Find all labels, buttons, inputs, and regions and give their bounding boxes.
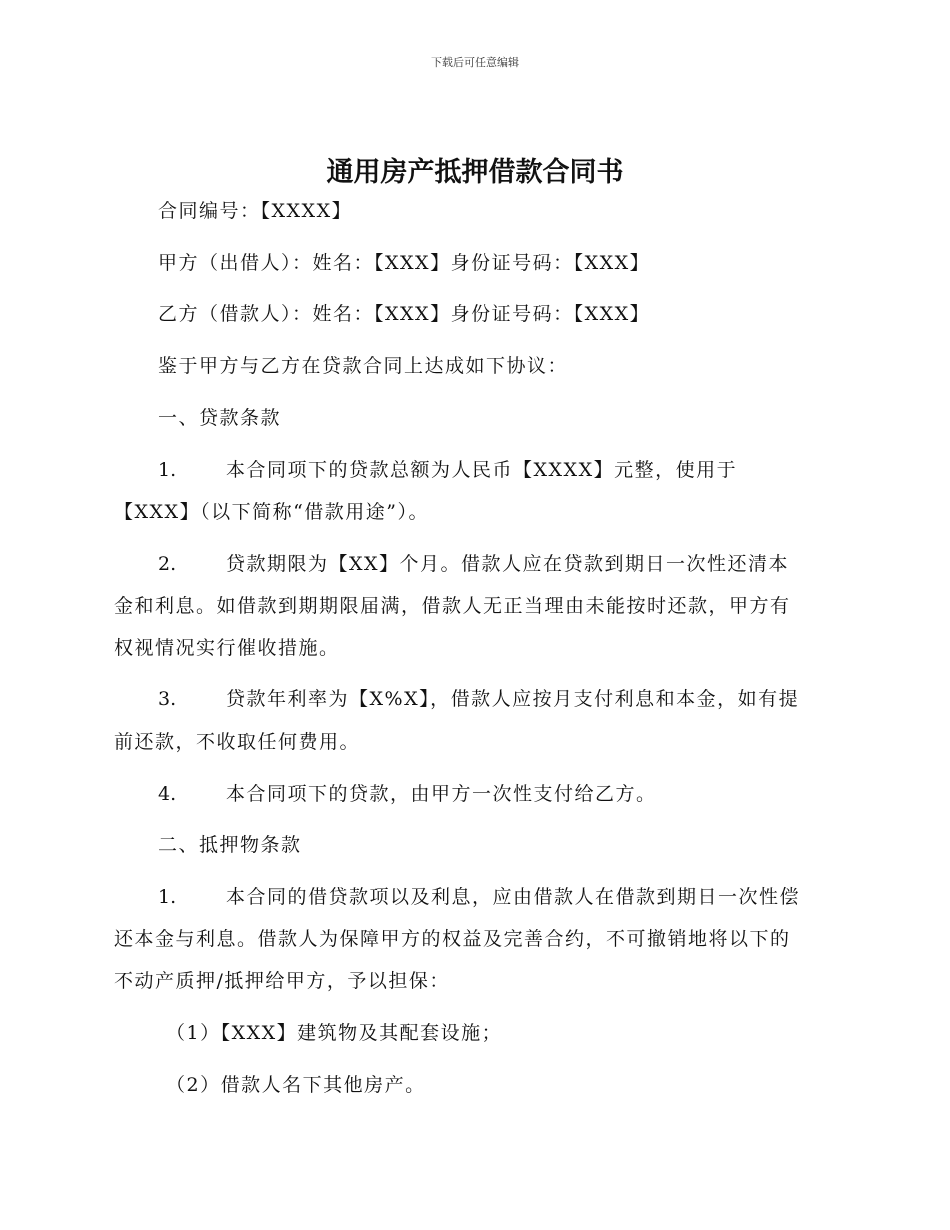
clause-first-line	[158, 686, 888, 712]
clause-text: 本合同的借贷款项以及利息，应由借款人在借款到期日一次性偿	[226, 886, 801, 908]
party-b-line: 乙方（借款人）：姓名：【XXX】身份证号码：【XXX】	[158, 303, 651, 325]
clause-number: 1.	[158, 459, 177, 481]
clause-text: 贷款期限为【XX】个月。借款人应在贷款到期日一次性还清本	[226, 553, 790, 575]
section-heading: 一、贷款条款	[158, 407, 282, 429]
clause-first-line	[158, 781, 888, 807]
clause-text: 本合同项下的贷款总额为人民币【XXXX】元整，使用于	[226, 459, 738, 481]
clause-continuation: 还本金与利息。借款人为保障甲方的权益及完善合约，不可撤销地将以下的	[114, 928, 791, 950]
clause-first-line	[158, 551, 888, 577]
preamble: 鉴于甲方与乙方在贷款合同上达成如下协议：	[158, 355, 569, 377]
clause-number: 3.	[158, 688, 177, 710]
clause-continuation: 【XXX】（以下简称“借款用途”）。	[114, 501, 430, 523]
contract-number: 合同编号：【XXXX】	[158, 200, 353, 222]
section-heading: 二、抵押物条款	[158, 834, 302, 856]
clause-continuation: 权视情况实行催收措施。	[114, 637, 340, 659]
clause-number: 1.	[158, 886, 177, 908]
clause-continuation: 金和利息。如借款到期期限届满，借款人无正当理由未能按时还款，甲方有	[114, 595, 791, 617]
clause-number: 2.	[158, 553, 177, 575]
sub-item: （2）借款人名下其他房产。	[166, 1074, 426, 1096]
clause-first-line	[158, 884, 888, 910]
clause-number: 4.	[158, 783, 177, 805]
clause-continuation: 不动产质押/抵押给甲方，予以担保：	[114, 970, 450, 992]
clause-text: 本合同项下的贷款，由甲方一次性支付给乙方。	[226, 783, 657, 805]
header-note: 下载后可任意编辑	[431, 56, 519, 69]
document-title: 通用房产抵押借款合同书	[326, 157, 624, 188]
clause-continuation: 前还款，不收取任何费用。	[114, 731, 361, 753]
clause-first-line	[158, 457, 888, 483]
party-a-line: 甲方（出借人）：姓名：【XXX】身份证号码：【XXX】	[158, 252, 651, 274]
sub-item: （1）【XXX】建筑物及其配套设施；	[166, 1022, 503, 1044]
clause-text: 贷款年利率为【X%X】，借款人应按月支付利息和本金，如有提	[226, 688, 800, 710]
